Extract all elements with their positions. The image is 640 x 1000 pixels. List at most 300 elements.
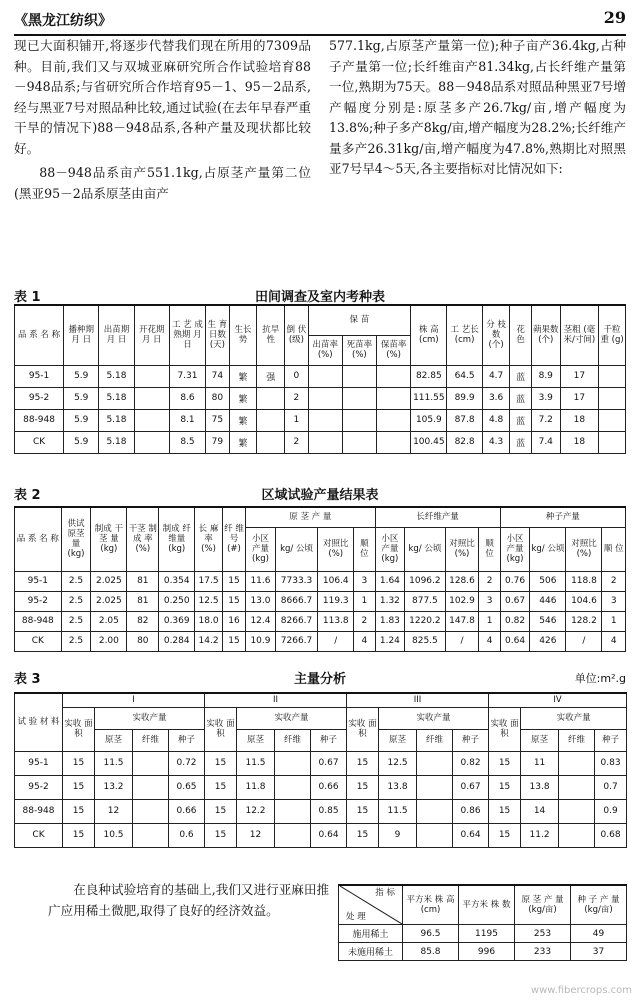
table-cell: 0.65	[169, 775, 205, 799]
table-cell	[417, 751, 453, 775]
table-cell: 10.5	[95, 823, 133, 847]
table-cell: 0	[285, 365, 308, 387]
table-cell: 0.82	[453, 751, 489, 775]
table-cell: 0.250	[159, 591, 195, 611]
table-cell: 2	[285, 387, 308, 409]
table-cell	[342, 431, 376, 453]
table-cell	[133, 751, 169, 775]
table-cell: 80	[206, 387, 229, 409]
table-cell: 17	[560, 365, 598, 387]
table-cell: 0.83	[595, 751, 627, 775]
table-cell	[134, 431, 169, 453]
table-cell: 0.76	[500, 571, 530, 591]
table-row	[15, 431, 626, 453]
table-cell: 蓝	[510, 431, 531, 453]
col-seed-amt: 供试 原茎 量 (kg)	[61, 507, 91, 571]
table-cell	[308, 387, 342, 409]
col-yield: 实收产量	[237, 707, 347, 729]
intro-left-column	[14, 36, 311, 284]
table-cell	[559, 775, 595, 799]
col-fiber-amt: 制成 纤维量 (kg)	[159, 507, 195, 571]
table-cell: 37	[571, 943, 627, 961]
table-cell	[417, 823, 453, 847]
table-cell: 1.24	[375, 631, 405, 651]
table-cell: 7.4	[531, 431, 560, 453]
table-cell	[559, 751, 595, 775]
col-flower-color: 花 色	[510, 305, 531, 365]
col-emerge-rate: 出苗率 (%)	[308, 335, 342, 365]
table-cell: 1	[602, 611, 626, 631]
table-cell: 825.5	[405, 631, 445, 651]
table-cell: 4	[354, 631, 375, 651]
corner-cell	[339, 885, 403, 925]
table-cell	[599, 409, 626, 431]
table-cell: 12.5	[195, 591, 223, 611]
table2-body	[15, 571, 626, 651]
table-cell: 106.4	[318, 571, 354, 591]
table-cell: 2.5	[61, 611, 91, 631]
table-cell: 2.05	[91, 611, 127, 631]
col-stem-yield: 原 茎 产 量 (kg/亩)	[515, 885, 571, 925]
table-cell: 5.18	[99, 365, 134, 387]
table-cell: 3.6	[482, 387, 510, 409]
col-vs-ck: 对照比 (%)	[445, 527, 479, 571]
corner-top-label: 指 标	[375, 888, 395, 898]
intro-text	[14, 36, 626, 284]
table-cell: 4	[479, 631, 500, 651]
table-cell	[599, 431, 626, 453]
table-cell: 8.6	[169, 387, 205, 409]
table-row	[15, 823, 627, 847]
col-per-mu: kg/ 公顷	[530, 527, 566, 571]
table-cell: 13.2	[95, 775, 133, 799]
table-cell: 12.2	[237, 799, 275, 823]
table-cell: 1	[479, 611, 500, 631]
table-cell: /	[445, 631, 479, 651]
table-cell: 89.9	[447, 387, 482, 409]
table-cell: 17.5	[195, 571, 223, 591]
table-cell: 1	[354, 591, 375, 611]
table-cell	[133, 799, 169, 823]
intro-right-column	[329, 36, 626, 284]
col-fiber: 纤维	[275, 729, 311, 751]
table-cell: 15	[63, 823, 95, 847]
table-cell: 0.284	[159, 631, 195, 651]
table-cell: 8.1	[169, 409, 205, 431]
col-yield: 实收产量	[379, 707, 489, 729]
col-fiber: 纤维	[417, 729, 453, 751]
table-cell: 15	[205, 799, 237, 823]
table-cell: 95-1	[15, 571, 62, 591]
col-growth-vigor: 生长势	[229, 305, 257, 365]
bottom-section	[14, 880, 626, 990]
table-cell	[133, 823, 169, 847]
table3-unit: 单位:m².g	[574, 672, 626, 685]
table-cell: 15	[489, 751, 521, 775]
table-cell: 446	[530, 591, 566, 611]
col-fiber-no: 纤 维 号 (#)	[222, 507, 245, 571]
table-cell: 13.0	[246, 591, 276, 611]
table-cell	[376, 431, 410, 453]
table2	[14, 506, 626, 652]
col-fiber: 纤维	[559, 729, 595, 751]
table-cell: 79	[206, 431, 229, 453]
table-header-row	[15, 707, 627, 729]
table1-title: 田间调查及室内考种表	[254, 290, 385, 305]
table-cell: 18.0	[195, 611, 223, 631]
table-cell: 2.025	[91, 591, 127, 611]
table-cell: 2	[285, 431, 308, 453]
table-cell: 15	[222, 591, 245, 611]
table-row	[15, 409, 626, 431]
table-cell	[134, 365, 169, 387]
table-cell: CK	[15, 823, 63, 847]
table-cell: 88-948	[15, 611, 62, 631]
table2-title: 区域试验产量结果表	[261, 488, 379, 503]
table-cell	[134, 409, 169, 431]
table-cell: 8266.7	[275, 611, 317, 631]
table-cell: 0.7	[595, 775, 627, 799]
table-cell	[134, 387, 169, 409]
table-cell: 75	[206, 409, 229, 431]
table-cell: 1.64	[375, 571, 405, 591]
table-cell: 82.85	[411, 365, 447, 387]
table-cell: 82	[127, 611, 159, 631]
page-header	[14, 6, 626, 36]
table-cell: 105.9	[411, 409, 447, 431]
col-long-yield: 长纤维产量	[375, 507, 500, 527]
table-cell: 18	[560, 431, 598, 453]
table3-title: 主量分析	[293, 672, 346, 687]
table-cell: 2.00	[91, 631, 127, 651]
table-cell: 128.6	[445, 571, 479, 591]
table-cell: 12.5	[379, 751, 417, 775]
table-cell: 233	[515, 943, 571, 961]
table-cell: 15	[347, 823, 379, 847]
table-cell: 11.6	[246, 571, 276, 591]
table-cell: CK	[15, 631, 62, 651]
table-cell: 1096.2	[405, 571, 445, 591]
table-row	[15, 631, 626, 651]
table-cell: 11.5	[379, 799, 417, 823]
table-cell: 81	[127, 571, 159, 591]
table-cell: 15	[63, 775, 95, 799]
table-cell: 11	[521, 751, 559, 775]
table-cell: 88-948	[15, 409, 64, 431]
col-protection: 保 苗	[308, 305, 411, 335]
table-cell: 96.5	[403, 925, 459, 943]
table-cell: 12	[95, 799, 133, 823]
col-plot: 小区 产量 (kg)	[375, 527, 405, 571]
table-cell: 877.5	[405, 591, 445, 611]
table1-body	[15, 365, 626, 453]
col-stem: 原茎	[521, 729, 559, 751]
table-row	[15, 775, 627, 799]
col-rep: IV	[489, 693, 627, 707]
table-cell: 0.369	[159, 611, 195, 631]
table-cell: 118.8	[566, 571, 602, 591]
col-rank: 顺 位	[602, 527, 626, 571]
closing-paragraph	[48, 880, 333, 921]
table-cell: 4	[602, 631, 626, 651]
col-count: 平方米 株 数	[459, 885, 515, 925]
journal-name: 《黑龙江纺织》	[14, 13, 112, 29]
table-row	[15, 751, 627, 775]
col-area: 实收 面积	[347, 707, 379, 751]
col-yield: 实收产量	[521, 707, 627, 729]
col-tech-length: 工 艺长 (cm)	[447, 305, 482, 365]
rare-earth-table	[338, 884, 627, 961]
table-cell	[275, 751, 311, 775]
col-stem-thick: 茎粗 (毫米/寸间)	[560, 305, 598, 365]
table-cell	[342, 409, 376, 431]
table-cell: 95-2	[15, 775, 63, 799]
table-cell: 0.67	[500, 591, 530, 611]
page-number: 29	[603, 8, 626, 27]
table-cell: 2	[354, 611, 375, 631]
table-cell: 49	[571, 925, 627, 943]
table-cell: 3	[602, 591, 626, 611]
table-cell: 15	[489, 775, 521, 799]
table-cell: 5.18	[99, 431, 134, 453]
table-cell	[257, 409, 285, 431]
table3-body	[15, 751, 627, 847]
table-cell: 2	[602, 571, 626, 591]
table-cell: /	[318, 631, 354, 651]
table-cell: 0.82	[500, 611, 530, 631]
table-row	[15, 571, 626, 591]
col-seed: 种子	[453, 729, 489, 751]
table-cell: 施用稀土	[339, 925, 403, 943]
table-cell	[308, 431, 342, 453]
table-cell	[417, 775, 453, 799]
table-cell: 14	[521, 799, 559, 823]
table3-label: 表 3	[14, 672, 41, 687]
table-cell	[599, 387, 626, 409]
table-cell: 0.66	[169, 799, 205, 823]
rare-earth-body	[339, 925, 627, 961]
table-cell: 426	[530, 631, 566, 651]
table-cell: 15	[205, 823, 237, 847]
table-cell: 8.5	[169, 431, 205, 453]
col-height: 平方米 株 高 (cm)	[403, 885, 459, 925]
table-cell: 95-2	[15, 591, 62, 611]
table-cell: 996	[459, 943, 515, 961]
col-stem: 原茎	[95, 729, 133, 751]
table-row	[15, 799, 627, 823]
col-rank: 顺 位	[354, 527, 375, 571]
table-cell: 95-1	[15, 365, 64, 387]
table-cell: 12	[237, 823, 275, 847]
col-flowering: 开花期 月 日	[134, 305, 169, 365]
table-cell: 253	[515, 925, 571, 943]
col-plant-height: 株 高 (cm)	[411, 305, 447, 365]
paragraph: 现已大面积铺开,将逐步代替我们现在所用的7309品种。目前,我们又与双城亚麻研究所合作试验培育88－948品系;与省研究所合作培育95－1、95－2品系,经与黑亚7号对照品种比较,通过试验(在去年早春严重干旱的情况下)88－948品系,各种产量及现状都比较好。	[14, 38, 311, 156]
col-area: 实收 面积	[63, 707, 95, 751]
table-cell: 546	[530, 611, 566, 631]
table-cell: 81	[127, 591, 159, 611]
table-cell: 11.2	[521, 823, 559, 847]
col-material: 试 验 材 料	[15, 693, 63, 751]
table-cell: 87.8	[447, 409, 482, 431]
table-cell: 0.67	[311, 751, 347, 775]
table-cell: 128.2	[566, 611, 602, 631]
table-header-row	[15, 729, 627, 751]
col-long-rate: 长 麻率 (%)	[195, 507, 223, 571]
table-cell: 0.85	[311, 799, 347, 823]
table-cell: 15	[205, 775, 237, 799]
paragraph: 在良种试验培育的基础上,我们又进行亚麻田推广应用稀土微肥,取得了良好的经济效益。	[48, 882, 330, 918]
table-cell	[342, 365, 376, 387]
col-per-mu: kg/ 公顷	[275, 527, 317, 571]
table-cell: 蓝	[510, 387, 531, 409]
table-cell: 14.2	[195, 631, 223, 651]
table-cell: 5.9	[64, 387, 99, 409]
table-cell: 15	[347, 775, 379, 799]
table-cell: 82.8	[447, 431, 482, 453]
table-cell	[376, 409, 410, 431]
table1-title-row	[14, 286, 626, 304]
col-seed: 种子	[311, 729, 347, 751]
table-cell: 0.9	[595, 799, 627, 823]
table-cell	[376, 387, 410, 409]
table-cell	[275, 823, 311, 847]
table-cell: 5.9	[64, 431, 99, 453]
table-row	[15, 365, 626, 387]
col-yield: 实收产量	[95, 707, 205, 729]
col-stem: 原茎	[379, 729, 417, 751]
table-cell: 95-1	[15, 751, 63, 775]
col-dry-rate: 干茎 制成 率 (%)	[127, 507, 159, 571]
col-sowing: 播种期 月 日	[64, 305, 99, 365]
col-seed: 种子	[595, 729, 627, 751]
col-rep: II	[205, 693, 347, 707]
col-plot: 小区 产量 (kg)	[500, 527, 530, 571]
table-cell: 11.5	[95, 751, 133, 775]
table-cell: 15	[347, 751, 379, 775]
table-cell: 10.9	[246, 631, 276, 651]
table-cell: 2.5	[61, 591, 91, 611]
col-rep: III	[347, 693, 489, 707]
table-cell	[559, 799, 595, 823]
table-cell: 15	[347, 799, 379, 823]
table-cell: 2.025	[91, 571, 127, 591]
table-cell: 100.45	[411, 431, 447, 453]
col-area: 实收 面积	[489, 707, 521, 751]
table-cell: 11.5	[237, 751, 275, 775]
corner-bottom-label: 处 理	[346, 912, 366, 922]
table-cell: 147.8	[445, 611, 479, 631]
table-cell: 15	[222, 631, 245, 651]
table-cell: 113.8	[318, 611, 354, 631]
table-cell	[308, 365, 342, 387]
table-row	[15, 387, 626, 409]
table-cell: 85.8	[403, 943, 459, 961]
col-dry-stem: 制成 干茎 量 (kg)	[91, 507, 127, 571]
col-vs-ck: 对照比 (%)	[566, 527, 602, 571]
table-cell: 88-948	[15, 799, 63, 823]
col-fiber: 纤维	[133, 729, 169, 751]
table-cell: 15	[63, 751, 95, 775]
table-row	[15, 591, 626, 611]
table-cell	[275, 799, 311, 823]
table1	[14, 304, 626, 454]
table-cell: 0.354	[159, 571, 195, 591]
table-row	[339, 925, 627, 943]
table-cell: 0.72	[169, 751, 205, 775]
table-cell: 13.8	[521, 775, 559, 799]
col-disease-resist: 抗旱性	[257, 305, 285, 365]
col-vs-ck: 对照比 (%)	[318, 527, 354, 571]
table-cell: 506	[530, 571, 566, 591]
table-cell: 繁	[229, 409, 257, 431]
table-cell: 3.9	[531, 387, 560, 409]
table-cell	[376, 365, 410, 387]
table2-label: 表 2	[14, 488, 41, 503]
table-cell: 15	[489, 799, 521, 823]
table-cell: 15	[63, 799, 95, 823]
col-emergence: 出苗期 月 日	[99, 305, 134, 365]
col-seed-yield: 种子产量	[500, 507, 625, 527]
table-cell: 4.7	[482, 365, 510, 387]
table-cell: 强	[257, 365, 285, 387]
col-stem: 原茎	[237, 729, 275, 751]
table-cell: 0.68	[595, 823, 627, 847]
table-cell	[275, 775, 311, 799]
table-cell: 7266.7	[275, 631, 317, 651]
table-cell: /	[566, 631, 602, 651]
table-cell: 0.67	[453, 775, 489, 799]
table-cell: 4.8	[482, 409, 510, 431]
table2-title-row	[14, 484, 626, 502]
table-cell: 16	[222, 611, 245, 631]
table-cell: 1220.2	[405, 611, 445, 631]
table-cell: 80	[127, 631, 159, 651]
table-cell: 5.9	[64, 409, 99, 431]
col-branches: 分 枝 数 (个)	[482, 305, 510, 365]
table-row	[15, 611, 626, 631]
table-cell: 蓝	[510, 365, 531, 387]
col-seed: 种子	[169, 729, 205, 751]
table-cell: 12.4	[246, 611, 276, 631]
table-cell: 蓝	[510, 409, 531, 431]
table-cell: 2	[479, 571, 500, 591]
col-seed-yield: 种 子 产 量 (kg/亩)	[571, 885, 627, 925]
table-cell: 104.6	[566, 591, 602, 611]
table3-title-row	[14, 668, 626, 686]
table-cell	[308, 409, 342, 431]
table-cell: 未施用稀土	[339, 943, 403, 961]
paragraph: 88－948品系亩产551.1kg,占原茎产量第二位(黑亚95－2品系原茎由亩产	[14, 165, 311, 201]
table-cell: 5.18	[99, 409, 134, 431]
table-cell: CK	[15, 431, 64, 453]
table-cell	[257, 431, 285, 453]
table-cell: 18	[560, 409, 598, 431]
table-cell	[559, 823, 595, 847]
table-cell: 3	[354, 571, 375, 591]
table-cell: 1	[285, 409, 308, 431]
table-cell	[599, 365, 626, 387]
watermark: www.fibercrops.com	[530, 985, 632, 996]
col-maturity: 工 艺 成熟期 月日	[169, 305, 205, 365]
table-cell: 17	[560, 387, 598, 409]
table-cell: 9	[379, 823, 417, 847]
table-cell: 7733.3	[275, 571, 317, 591]
table-cell: 7.2	[531, 409, 560, 431]
table-cell: 0.64	[311, 823, 347, 847]
table-cell: 4.3	[482, 431, 510, 453]
col-protect-rate: 保苗率 (%)	[376, 335, 410, 365]
